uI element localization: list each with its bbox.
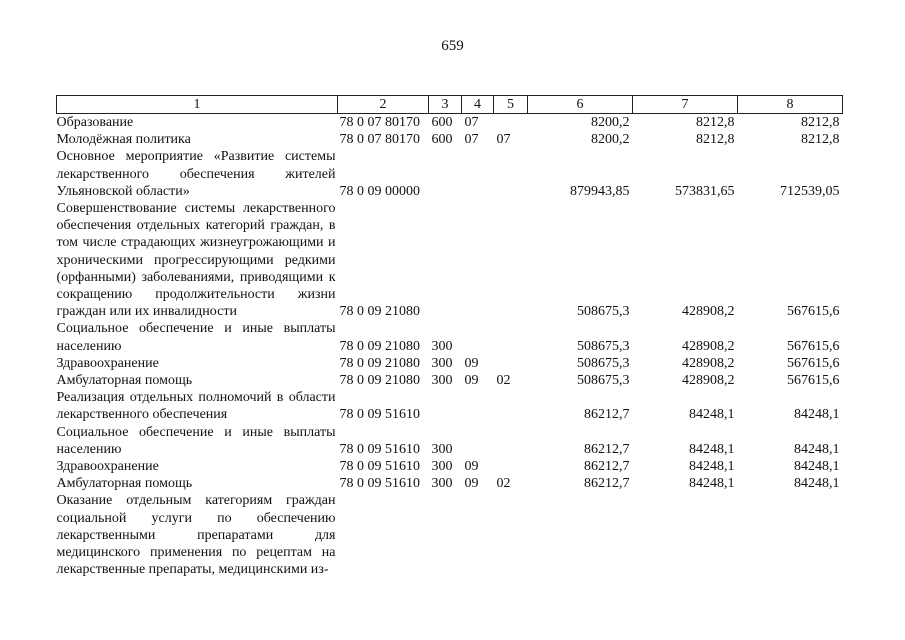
row-section: 09 <box>464 355 479 371</box>
row-expense-type: 300 <box>431 459 453 475</box>
row-value-col7: 8212,8 <box>696 132 735 148</box>
row-value-col7: 428908,2 <box>682 373 735 389</box>
row-subsection <box>494 424 528 458</box>
table-row <box>57 389 843 423</box>
column-header: 8 <box>738 96 843 114</box>
row-name: Образование <box>56 115 134 130</box>
row-subsection <box>494 200 528 320</box>
row-expense-type: 300 <box>431 338 453 354</box>
column-header: 5 <box>494 96 528 114</box>
row-code: 78 0 09 51610 <box>339 407 420 423</box>
row-section <box>462 320 494 354</box>
table-row <box>57 424 843 458</box>
row-section: 07 <box>464 115 479 130</box>
row-value-col7: 573831,65 <box>675 183 735 199</box>
row-value-col6: 879943,85 <box>570 183 630 199</box>
row-value-col6: 86212,7 <box>584 476 630 492</box>
row-value-col6: 8200,2 <box>591 115 630 130</box>
column-header: 2 <box>338 96 429 114</box>
row-name: Здравоохранение <box>56 459 159 475</box>
row-code: 78 0 09 21080 <box>339 355 420 371</box>
row-code: 78 0 07 80170 <box>339 115 420 130</box>
row-subsection <box>494 114 528 132</box>
row-subsection <box>494 320 528 354</box>
row-value-col7: 428908,2 <box>682 338 735 354</box>
table-header-row <box>57 96 843 114</box>
row-name: Социальное обеспечение и иные выплаты населению <box>56 321 336 354</box>
row-expense-type: 300 <box>431 476 453 492</box>
row-subsection <box>494 458 528 475</box>
row-value-col6: 508675,3 <box>577 338 630 354</box>
row-value-col7: 8212,8 <box>696 115 735 130</box>
column-header: 6 <box>528 96 633 114</box>
row-value-col8: 567615,6 <box>787 304 840 320</box>
row-expense-type: 600 <box>431 115 453 130</box>
row-expense-type <box>429 148 462 200</box>
row-expense-type <box>429 389 462 423</box>
row-expense-type: 300 <box>431 441 453 457</box>
row-value-col6: 8200,2 <box>591 132 630 148</box>
row-value-col8: 84248,1 <box>794 476 840 492</box>
row-subsection <box>494 355 528 372</box>
row-expense-type: 300 <box>431 355 453 371</box>
row-subsection: 07 <box>496 132 511 148</box>
row-name: Реализация отдельных полномочий в области лекарственного обеспечения <box>56 390 336 423</box>
row-subsection <box>494 148 528 200</box>
row-name: Амбулаторная помощь <box>56 476 193 492</box>
column-header: 4 <box>462 96 494 114</box>
row-expense-type <box>429 200 462 320</box>
row-section: 09 <box>464 373 479 389</box>
row-value-col8: 84248,1 <box>794 407 840 423</box>
page-number: 659 <box>441 38 464 54</box>
row-code: 78 0 09 21080 <box>339 304 420 320</box>
row-section: 09 <box>464 459 479 475</box>
table-row <box>57 200 843 320</box>
table-row <box>57 492 843 578</box>
row-value-col6: 86212,7 <box>584 441 630 457</box>
row-value-col7: 428908,2 <box>682 304 735 320</box>
row-section <box>462 148 494 200</box>
row-value-col7 <box>633 492 738 578</box>
row-value-col6: 508675,3 <box>577 355 630 371</box>
row-code: 78 0 09 21080 <box>339 338 420 354</box>
row-value-col8: 84248,1 <box>794 459 840 475</box>
row-section <box>462 389 494 423</box>
row-value-col8: 84248,1 <box>794 441 840 457</box>
row-expense-type: 600 <box>431 132 453 148</box>
row-value-col8: 712539,05 <box>780 183 840 199</box>
row-value-col8: 567615,6 <box>787 338 840 354</box>
row-name: Оказание отдельным категориям граждан социальной услуги по обеспечению лекарственными препаратами для медицинского применения по рецептам на лекарственные препараты, медицинскими из- <box>56 493 336 578</box>
row-code: 78 0 09 51610 <box>339 441 420 457</box>
row-value-col7: 84248,1 <box>689 459 735 475</box>
row-code: 78 0 09 51610 <box>339 459 420 475</box>
column-header: 1 <box>57 96 338 114</box>
row-value-col8: 567615,6 <box>787 373 840 389</box>
row-code: 78 0 07 80170 <box>339 132 420 148</box>
row-section: 07 <box>464 132 479 148</box>
row-value-col8: 8212,8 <box>801 132 840 148</box>
row-value-col6: 86212,7 <box>584 407 630 423</box>
row-name: Совершенствование системы лекарственного обеспечения отдельных категорий граждан, в том числе страдающих жизнеугрожающими и хроническими прогрессирующими редкими (орфанными) заболеваниями, приводящими к сокращению продолжительности жизни граждан или их инвалидности <box>56 201 336 320</box>
row-value-col6: 508675,3 <box>577 373 630 389</box>
table-row <box>57 355 843 372</box>
row-value-col6: 508675,3 <box>577 304 630 320</box>
row-name: Амбулаторная помощь <box>56 373 193 389</box>
row-code: 78 0 09 21080 <box>339 373 420 389</box>
column-header: 7 <box>633 96 738 114</box>
row-value-col7: 84248,1 <box>689 476 735 492</box>
row-name: Молодёжная политика <box>56 132 191 148</box>
row-section <box>462 424 494 458</box>
table-row <box>57 372 843 389</box>
row-name: Здравоохранение <box>56 355 159 371</box>
row-subsection <box>494 389 528 423</box>
row-expense-type <box>429 492 462 578</box>
table-row <box>57 148 843 200</box>
row-value-col6: 86212,7 <box>584 459 630 475</box>
row-value-col8: 567615,6 <box>787 355 840 371</box>
row-value-col7: 428908,2 <box>682 355 735 371</box>
row-subsection <box>494 492 528 578</box>
row-subsection: 02 <box>496 476 511 492</box>
table-row <box>57 131 843 148</box>
row-section: 09 <box>464 476 479 492</box>
row-section <box>462 492 494 578</box>
row-code <box>338 492 429 578</box>
budget-table <box>56 95 843 578</box>
row-value-col8: 8212,8 <box>801 115 840 130</box>
row-value-col6 <box>528 492 633 578</box>
row-expense-type: 300 <box>431 373 453 389</box>
row-name: Основное мероприятие «Развитие системы лекарственного обеспечения жителей Ульяновской области» <box>56 149 336 199</box>
row-section <box>462 200 494 320</box>
row-code: 78 0 09 00000 <box>339 183 420 199</box>
row-value-col7: 84248,1 <box>689 407 735 423</box>
row-subsection: 02 <box>496 373 511 389</box>
table-row <box>57 475 843 492</box>
table-row <box>57 114 843 132</box>
row-value-col7: 84248,1 <box>689 441 735 457</box>
column-header: 3 <box>429 96 462 114</box>
row-code: 78 0 09 51610 <box>339 476 420 492</box>
row-value-col8 <box>738 492 843 578</box>
table-row <box>57 320 843 354</box>
table-row <box>57 458 843 475</box>
row-name: Социальное обеспечение и иные выплаты населению <box>56 424 336 457</box>
